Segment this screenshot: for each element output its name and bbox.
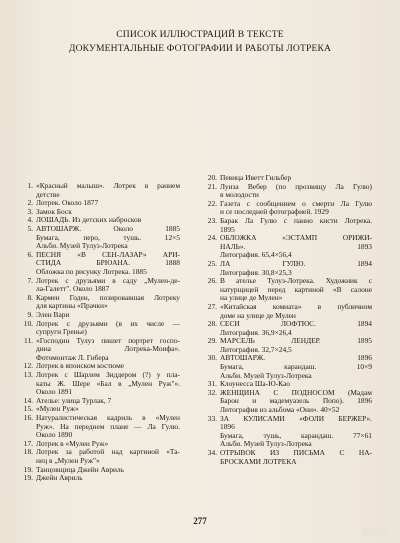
illustration-entry — [20, 397, 180, 406]
entry-number: 4. — [27, 215, 33, 225]
entry-text — [36, 294, 180, 311]
illustration-entry — [204, 174, 372, 183]
entry-text — [36, 440, 180, 449]
entry-number: 11. — [24, 335, 33, 345]
entry-text — [36, 474, 180, 483]
entry-line: Барон и мадемуазель Попо). 1896 — [220, 397, 372, 406]
entry-line: Замок Боск — [36, 207, 72, 216]
entry-number: 16. — [23, 413, 33, 423]
entry-number: 12. — [23, 361, 33, 371]
illustration-entry — [204, 337, 372, 354]
entry-text — [36, 466, 180, 475]
entry-text — [220, 449, 372, 466]
page-number: 277 — [193, 516, 207, 526]
entry-line: Певица Иветт Гильбер — [220, 174, 292, 182]
entry-number: 30. — [207, 353, 217, 363]
entry-line: каты Ж. Шере «Бал в „Мулен Руж"». — [36, 379, 180, 388]
entry-line: Фотомонтаж Л. Гибера — [36, 353, 109, 362]
entry-line: Лотрек в «Мулен Руж» — [36, 439, 109, 448]
left-column-list — [20, 182, 180, 483]
entry-line: 1895 — [220, 225, 235, 234]
heading-line-1: СПИСОК ИЛЛЮСТРАЦИЙ В ТЕКСТЕ — [116, 29, 284, 40]
entry-line: Бумага, перо, тушь. 12×5 — [36, 233, 180, 242]
entry-number: 31. — [207, 379, 217, 389]
entry-line: МАРСЕЛЬ ЛЕНДЕР. 1895 — [220, 337, 372, 346]
entry-text — [36, 251, 180, 277]
entry-line: доме на улице де Мулен — [220, 311, 296, 320]
entry-line: ОТРЫВОК ИЗ ПИСЬМА С НА- — [220, 449, 372, 457]
entry-line: Обложка по рисунку Лотрека. 1885 — [36, 267, 147, 276]
watermark: au.ru — [361, 527, 388, 538]
entry-number: 25. — [207, 258, 217, 268]
entry-line: Лотрек с друзьями в саду „Мулен-де- — [36, 276, 180, 285]
entry-number: 21. — [207, 181, 217, 191]
illustration-entry — [204, 303, 372, 320]
entry-number: 5. — [27, 223, 33, 233]
entry-line: Барак Ла Гулю с панно кисти Лотрека. — [220, 216, 372, 225]
entry-line: «Господин Тулуз пишет портрет госпо- — [36, 336, 180, 345]
entry-text — [36, 371, 180, 397]
entry-text — [220, 260, 372, 277]
entry-line: Лотрек. Около 1877 — [36, 199, 99, 208]
entry-line: Литография. 65,4×56,4 — [220, 251, 292, 260]
entry-number: 33. — [207, 413, 217, 423]
illustration-entry — [204, 449, 372, 466]
illustration-entry — [20, 216, 180, 225]
entry-line: Лотрек за работой над картиной «Та- — [36, 448, 180, 457]
entry-line: Ателье: улица Турлак, 7 — [36, 396, 112, 405]
entry-line: Луиза Вебер (по прозвищу Ла Гулю) — [220, 182, 372, 191]
illustration-entry — [204, 415, 372, 449]
entry-line: В ателье Тулуз-Лотрека. Художник с — [220, 277, 372, 286]
entry-line: Танцовщица Джейн Авриль — [36, 465, 125, 474]
illustration-entry — [20, 320, 180, 337]
entry-line: Литография из альбома «Они». 40×52 — [220, 406, 340, 415]
illustration-entry — [20, 474, 180, 483]
entry-text — [220, 234, 372, 260]
entry-number: 34. — [207, 448, 217, 457]
entry-number: 6. — [27, 249, 33, 259]
entry-text — [36, 448, 180, 465]
entry-number: 18. — [23, 447, 33, 457]
entry-text — [36, 337, 180, 363]
entry-number: 22. — [207, 198, 217, 208]
entry-text — [36, 311, 180, 320]
illustration-entry — [20, 371, 180, 397]
entry-line: для картины «Прачки» — [36, 302, 108, 311]
illustration-entry — [204, 234, 372, 260]
illustration-entry — [204, 354, 372, 380]
entry-number: 26. — [207, 276, 217, 286]
entry-text — [36, 362, 180, 371]
entry-line: Альби. Музей Тулуз-Лотрека — [36, 242, 128, 251]
entry-number: 15. — [23, 404, 33, 414]
page-heading — [0, 28, 400, 56]
illustration-entry — [204, 260, 372, 277]
entry-line: Около 1891 — [36, 388, 73, 397]
entry-line: Джейн Авриль — [36, 474, 83, 483]
entry-line: Газета с сообщением о смерти Ла Гулю — [220, 199, 372, 208]
entry-number: 19. — [23, 473, 33, 483]
entry-number: 20. — [207, 173, 217, 182]
entry-text — [220, 380, 372, 389]
entry-line: на улице де Мулен» — [220, 294, 283, 303]
illustration-entry — [20, 466, 180, 475]
entry-number: 27. — [207, 301, 217, 311]
entry-number: 14. — [23, 395, 33, 405]
entry-line: нец в „Мулен Руж"» — [36, 457, 100, 465]
illustration-entry — [20, 208, 180, 217]
entry-line: Литография. 32,7×24,5 — [220, 345, 292, 354]
entry-number: 32. — [207, 387, 217, 397]
entry-line: Литография. 36,9×26,4 — [220, 328, 292, 337]
entry-number: 7. — [27, 275, 33, 285]
heading-line-2: ДОКУМЕНТАЛЬНЫЕ ФОТОГРАФИИ И РАБОТЫ ЛОТРЕКА — [68, 43, 332, 54]
entry-line: супруги Гренье) — [36, 328, 87, 337]
illustration-entry — [20, 337, 180, 363]
entry-text — [36, 405, 180, 414]
illustration-entry — [20, 311, 180, 320]
illustration-entry — [204, 277, 372, 303]
illustration-entry — [20, 294, 180, 311]
entry-text — [36, 208, 180, 217]
entry-line: БРОСКАМИ ЛОТРЕКА — [220, 457, 297, 466]
illustration-entry — [204, 217, 372, 234]
entry-number: 1. — [27, 181, 33, 190]
illustration-entry — [204, 183, 372, 200]
entry-line: Бумага, тушь, карандаш. 77×61 — [220, 431, 372, 440]
entry-text — [36, 277, 180, 294]
entry-number: 19. — [23, 464, 33, 474]
entry-line: ЗА КУЛИСАМИ «ФОЛИ БЕРЖЕР». — [220, 414, 372, 423]
illustration-entry — [204, 320, 372, 337]
entry-number: 8. — [27, 292, 33, 302]
entry-number: 10. — [23, 318, 33, 328]
entry-text — [220, 337, 372, 354]
entry-text — [220, 200, 372, 217]
entry-number: 28. — [207, 319, 217, 329]
illustration-entry — [204, 380, 372, 389]
entry-text — [220, 174, 372, 183]
entry-text — [36, 397, 180, 406]
entry-text — [36, 320, 180, 337]
entry-line: ЛА ГУЛЮ. 1894 — [220, 259, 372, 268]
entry-text — [220, 320, 372, 337]
entry-line: ПЕСНЯ «В СЕН-ЛАЗАР» АРИ- — [36, 250, 180, 259]
entry-line: Около 1890 — [36, 431, 73, 440]
entry-line: ла-Галетт". Около 1887 — [36, 285, 110, 294]
entry-line: Альби. Музей Тулуз-Лотрека — [220, 371, 312, 380]
entry-number: 29. — [207, 336, 217, 346]
illustration-entry — [204, 389, 372, 415]
entry-line: СТИДА БРЮАНА. 1888 — [36, 259, 180, 268]
illustration-entry — [20, 448, 180, 465]
entry-line: НАЛЬ». 1893 — [220, 242, 372, 251]
illustration-entry — [204, 200, 372, 217]
entry-line: «Китайская комната» в публичном — [220, 302, 372, 311]
entry-line: Руж». На переднем плане — Ла Гулю. — [36, 422, 180, 431]
entry-line: 1896 — [220, 423, 235, 432]
illustration-entry — [20, 225, 180, 251]
right-column-list — [204, 174, 372, 466]
entry-line: Натуралистическая кадриль в «Мулен — [36, 414, 180, 423]
entry-line: Лотрек в японском костюме — [36, 362, 125, 371]
entry-line: ЛОШАДЬ. Из детских набросков — [36, 216, 142, 225]
entry-line: и се последней фотографией. 1929 — [220, 208, 329, 217]
entry-number: 23. — [207, 215, 217, 225]
entry-line: ЖЕНЩИНА С ПОДНОСОМ (Мадам — [220, 388, 372, 397]
illustration-entry — [20, 199, 180, 208]
entry-number: 9. — [27, 309, 33, 319]
entry-line: ОБЛОЖКА «ЭСТАМП ОРИЖИ- — [220, 234, 372, 243]
illustration-entry — [20, 182, 180, 199]
entry-text — [220, 217, 372, 234]
entry-line: АВТОШАРЖ. Около 1885 — [36, 224, 180, 233]
entry-number: 2. — [27, 198, 33, 208]
entry-line: Бумага, карандаш. 10×9 — [220, 363, 372, 372]
entry-text — [220, 389, 372, 415]
illustration-entry — [20, 440, 180, 449]
entry-text — [220, 183, 372, 200]
illustration-entry — [20, 405, 180, 414]
entry-line: Клоунесса Ша-Ю-Као — [220, 380, 290, 389]
entry-text — [220, 277, 372, 303]
entry-line: Лотрек с друзьями (в их числе — — [36, 319, 180, 328]
entry-line: Литография. 30,8×25,3 — [220, 268, 292, 277]
entry-number: 24. — [207, 233, 217, 243]
entry-line: дина Лотрека-Моифа». — [36, 345, 180, 354]
entry-number: 17. — [23, 438, 33, 448]
entry-text — [36, 216, 180, 225]
entry-text — [36, 182, 180, 199]
entry-line: АВТОШАРЖ. 1896 — [220, 354, 372, 363]
entry-line: Лотрек с Шарлем Зиддером (?) у пла- — [36, 371, 180, 380]
entry-line: «Красный малыш». Лотрек в раннем — [36, 182, 180, 190]
entry-text — [36, 414, 180, 440]
entry-text — [220, 303, 372, 320]
illustration-entry — [20, 277, 180, 294]
entry-line: детстве — [36, 190, 60, 199]
entry-text — [36, 225, 180, 251]
entry-text — [220, 354, 372, 380]
entry-line: Альби. Музей Тулуз-Лотрека — [220, 440, 312, 449]
entry-line: Элен Вари — [36, 310, 70, 319]
entry-line: «Мулен Руж» — [36, 405, 79, 414]
entry-number: 3. — [27, 206, 33, 216]
entry-line: натурщицей перед картиной «В салоне — [220, 285, 372, 294]
entry-text — [220, 415, 372, 449]
entry-line: СЕСИ ЛОФТЮС. 1894 — [220, 320, 372, 329]
entry-line: в молодости — [220, 191, 259, 200]
illustration-entry — [20, 251, 180, 277]
illustration-entry — [20, 414, 180, 440]
entry-text — [36, 199, 180, 208]
illustration-entry — [20, 362, 180, 371]
entry-number: 13. — [23, 370, 33, 380]
entry-line: Кармен Годен, позировавшая Лотреку — [36, 293, 180, 302]
